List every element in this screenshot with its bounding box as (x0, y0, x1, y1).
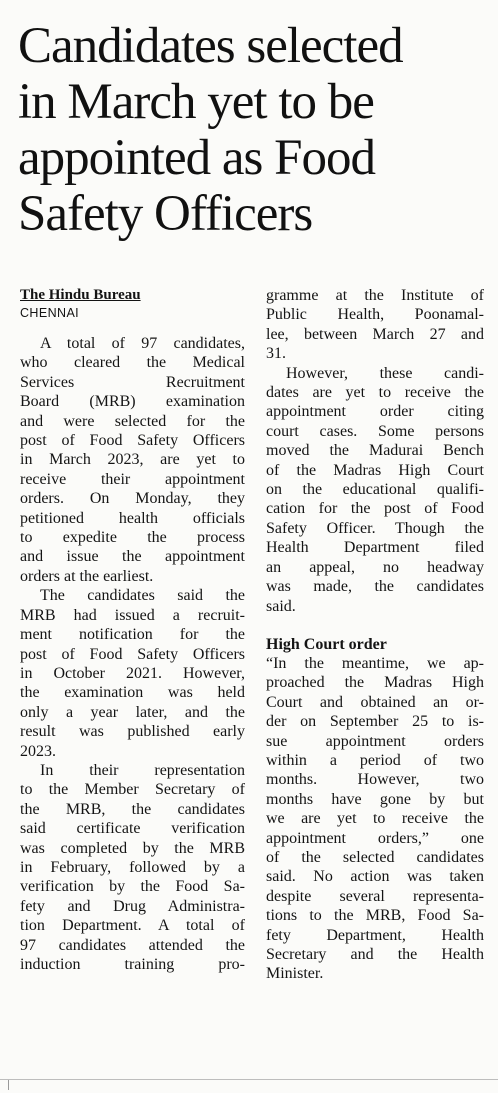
text-line: Public Health, Poonamal- (266, 306, 484, 324)
text-line: to expedite the process (20, 529, 245, 547)
text-line: said. (266, 597, 296, 615)
text-line: orders at the earliest. (20, 567, 154, 585)
text-line: The candidates said the (40, 587, 245, 605)
text-line: in October 2021. However, (20, 664, 245, 682)
text-line: tion Department. A total of (20, 917, 245, 935)
headline-line: appointed as Food (18, 130, 375, 186)
text-line: the examination was held (20, 684, 245, 702)
text-line: Board (MRB) examination (20, 393, 245, 411)
text-line: orders. On Monday, they (20, 490, 245, 508)
text-line: 31. (266, 345, 286, 363)
text-line: 97 candidates attended the (20, 936, 245, 954)
text-line: gramme at the Institute of (266, 287, 484, 304)
paragraph-5 (266, 364, 484, 616)
text-line: 2023. (20, 742, 56, 760)
paragraph-4 (266, 286, 484, 364)
left-column (20, 286, 245, 974)
page-divider (0, 1079, 498, 1080)
text-line: dates are yet to receive the (266, 384, 484, 402)
text-line: post of Food Safety Officers (20, 645, 245, 663)
text-line: petitioned health officials (20, 509, 245, 527)
text-line: “In the meantime, we ap- (266, 654, 484, 672)
text-line: fety Department, Health (266, 926, 484, 944)
text-line: and issue the appointment (20, 548, 245, 566)
text-line: only a year later, and the (20, 703, 245, 721)
text-line: Health Department filed (266, 539, 484, 557)
right-column (266, 286, 484, 984)
text-line: and were selected for the (20, 412, 245, 430)
subheading: High Court order (266, 635, 387, 653)
text-line: proached the Madras High (266, 674, 484, 692)
dateline: CHENNAI (20, 306, 80, 320)
paragraph-6 (266, 654, 484, 984)
text-line: said. No action was taken (266, 868, 484, 886)
text-line: we are yet to receive the (266, 810, 484, 828)
headline (18, 18, 488, 242)
headline-line: Safety Officers (18, 186, 313, 242)
text-line: to the Member Secretary of (20, 781, 245, 799)
text-line: moved the Madurai Bench (266, 442, 484, 460)
text-line: Safety Officer. Though the (266, 519, 484, 537)
text-line: of the selected candidates (266, 848, 484, 866)
text-line: cation for the post of Food (266, 500, 484, 518)
paragraph-1 (20, 334, 245, 586)
text-line: der on September 25 to is- (266, 713, 484, 731)
crop-mark (8, 1080, 9, 1090)
text-line: despite several representa- (266, 887, 484, 905)
text-line: MRB had issued a recruit- (20, 606, 245, 624)
text-line: In their representation (40, 761, 245, 779)
text-line: court cases. Some persons (266, 422, 484, 440)
text-line: said certificate verification (20, 820, 245, 838)
text-line: of the Madras High Court (266, 461, 484, 479)
paragraph-3 (20, 761, 245, 974)
text-line: Secretary and the Health (266, 946, 484, 963)
text-line: ment notification for the (20, 626, 245, 644)
text-line: in March 2023, are yet to (20, 451, 245, 469)
text-line: induction training pro- (20, 956, 245, 973)
text-line: Minister. (266, 965, 324, 983)
text-line: was made, the candidates (266, 578, 484, 596)
byline: The Hindu Bureau (20, 287, 141, 303)
text-line: A total of 97 candidates, (40, 335, 245, 352)
text-line: However, these candi- (286, 364, 484, 382)
paragraph-2 (20, 586, 245, 761)
text-line: Court and obtained an or- (266, 693, 484, 711)
text-line: lee, between March 27 and (266, 325, 484, 343)
text-line: an appeal, no headway (266, 558, 484, 576)
text-line: months. However, two (266, 771, 484, 789)
text-line: result was published early (20, 723, 245, 741)
text-line: appointment order citing (266, 403, 484, 421)
text-line: who cleared the Medical (20, 354, 245, 372)
text-line: receive their appointment (20, 470, 245, 488)
text-line: sue appointment orders (266, 732, 484, 750)
text-line: verification by the Food Sa- (20, 878, 245, 896)
text-line: Services Recruitment (20, 373, 245, 391)
text-line: on the educational qualifi- (266, 481, 484, 499)
text-line: post of Food Safety Officers (20, 432, 245, 450)
text-line: tions to the MRB, Food Sa- (266, 907, 484, 925)
text-line: fety and Drug Administra- (20, 897, 245, 915)
headline-line: in March yet to be (18, 74, 374, 130)
text-line: months have gone by but (266, 790, 484, 808)
text-line: the MRB, the candidates (20, 800, 245, 818)
headline-line: Candidates selected (18, 18, 403, 74)
text-line: within a period of two (266, 751, 484, 769)
text-line: was completed by the MRB (20, 839, 245, 857)
text-line: in February, followed by a (20, 858, 245, 876)
text-line: appointment orders,” one (266, 829, 484, 847)
